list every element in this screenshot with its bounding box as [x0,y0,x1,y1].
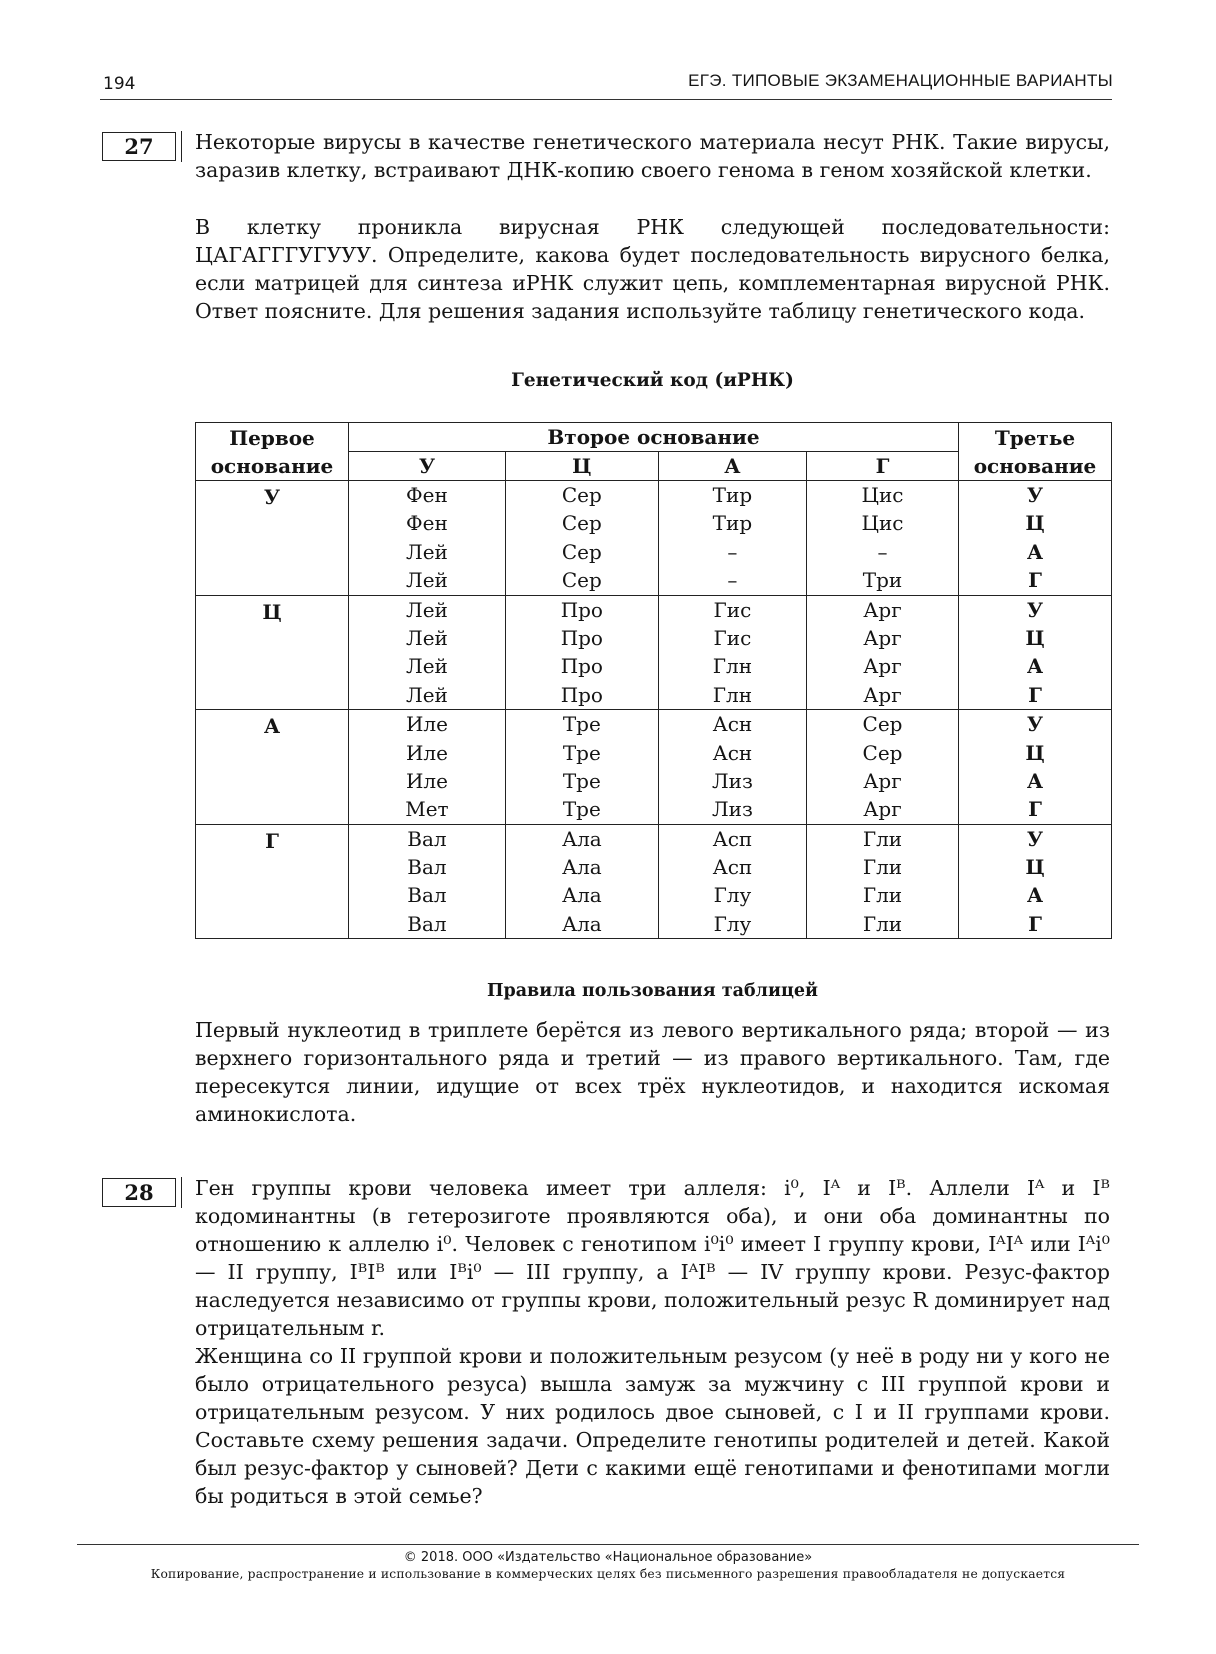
amino-acid-cell: Вал [407,911,447,936]
amino-acid-cell: Тир [712,511,753,536]
amino-acid-column [505,595,658,710]
third-base-cell: А [1026,883,1044,908]
amino-acid-cell: Сер [561,568,602,593]
amino-acid-column [658,710,806,825]
rules-title: Правила пользования таблицей [486,981,819,1001]
running-header-title: ЕГЭ. ТИПОВЫЕ ЭКЗАМЕНАЦИОННЫЕ ВАРИАНТЫ [688,71,1113,90]
amino-acid-cell: Тре [562,768,601,793]
first-base-cell: Ц [196,595,349,710]
amino-acid-cell: Лей [406,568,448,593]
amino-acid-cell: Сер [862,712,903,737]
amino-acid-cell: Асп [712,855,753,880]
amino-acid-cell: – [727,539,738,564]
amino-acid-column [658,824,806,939]
amino-acid-cell: Глн [712,654,753,679]
task-28-paragraph-1: Ген группы крови человека имеет три аллеля: i⁰, Iᴬ и Iᴮ. Аллели Iᴬ и Iᴮ кодоминантны (в гетерозиготе проявляются оба), и они оба доминантны по отношению к аллелю i⁰. Человек с генотипом i⁰i⁰ имеет I группу крови, IᴬIᴬ или Iᴬi⁰ — II группу, IᴮIᴮ или Iᴮi⁰ — III группу, а IᴬIᴮ — IV группу крови. Резус-фактор наследуется независимо от группы крови, положительный резус R доминирует над отрицательным r. [195,1176,1110,1340]
amino-acid-cell: Арг [863,625,902,650]
genetic-code-table-title: Генетический код (иРНК) [511,370,794,391]
second-base-g: Г [807,452,959,481]
amino-acid-column [349,481,506,596]
amino-acid-column [505,481,658,596]
third-base-cell: А [1026,654,1044,679]
third-base-cell: У [1026,826,1044,851]
third-base-cell: А [1026,539,1044,564]
header-third-base: Третье основание [959,423,1112,481]
third-base-column [959,481,1112,596]
third-base-cell: Ц [1025,740,1045,765]
amino-acid-cell: Гли [862,826,903,851]
amino-acid-cell: Сер [561,539,602,564]
third-base-cell: Г [1028,568,1042,593]
third-base-cell: У [1026,483,1044,507]
amino-acid-cell: Сер [561,511,602,536]
amino-acid-cell: Про [560,625,603,650]
amino-acid-column [505,824,658,939]
second-base-a: А [658,452,806,481]
table-row-group-c [196,595,1112,710]
footer-notice: Копирование, распространение и использование в коммерческих целях без письменного разрешения правообладателя не допускается [150,1567,1066,1581]
amino-acid-cell: Глу [713,911,752,936]
third-base-column [959,824,1112,939]
amino-acid-column [349,824,506,939]
amino-acid-cell: Лей [406,539,448,564]
second-base-u: У [349,452,506,481]
amino-acid-cell: Арг [863,682,902,707]
header-first-base: Первое основание [196,423,349,481]
amino-acid-cell: Лей [406,654,448,679]
second-base-c: Ц [505,452,658,481]
table-row-group-g [196,824,1112,939]
footer-divider [77,1544,1139,1545]
header-divider [100,99,1112,100]
amino-acid-cell: – [877,539,888,564]
amino-acid-cell: Глн [712,682,753,707]
amino-acid-cell: Фен [406,483,448,507]
third-base-cell: Ц [1025,511,1045,536]
third-base-cell: Г [1028,797,1042,822]
third-base-cell: Ц [1025,625,1045,650]
third-base-cell: Г [1028,682,1042,707]
amino-acid-cell: Асн [712,712,753,737]
amino-acid-cell: Асп [712,826,753,851]
first-base-cell: У [196,481,349,596]
amino-acid-cell: Арг [863,597,902,622]
task-28-paragraph-2: Женщина со II группой крови и положительным резусом (у неё в роду ни у кого не было отрицательного резуса) вышла замуж за мужчину с III группой крови и отрицательным резусом. У них родилось двое сыновей, с I и II группами крови. Составьте схему решения задачи. Определите генотипы родителей и детей. Какой был резус-фактор у сыновей? Дети с какими ещё генотипами и фенотипами могли бы родиться в этой семье? [195,1344,1110,1508]
header-second-base: Второе основание [349,423,959,452]
third-base-cell: Г [1028,911,1042,936]
table-row-group-a [196,710,1112,825]
amino-acid-cell: Про [560,682,603,707]
third-base-cell: У [1026,712,1044,737]
third-base-cell: Ц [1025,855,1045,880]
amino-acid-cell: Тре [562,797,601,822]
amino-acid-cell: Тир [712,483,753,507]
amino-acid-cell: Сер [862,740,903,765]
amino-acid-cell: Три [862,568,903,593]
amino-acid-cell: Лиз [711,797,753,822]
amino-acid-column [807,481,959,596]
third-base-cell: А [1026,768,1044,793]
amino-acid-cell: Иле [405,768,448,793]
amino-acid-cell: Лиз [711,768,753,793]
amino-acid-cell: Фен [406,511,448,536]
amino-acid-cell: Лей [406,625,448,650]
amino-acid-cell: Арг [863,654,902,679]
amino-acid-column [807,595,959,710]
amino-acid-cell: Вал [407,883,447,908]
amino-acid-column [807,824,959,939]
task-27-number-box: 27 [102,132,176,161]
third-base-cell: У [1026,597,1044,622]
amino-acid-cell: Гли [862,911,903,936]
amino-acid-cell: – [727,568,738,593]
amino-acid-cell: Лей [406,597,448,622]
amino-acid-cell: Лей [406,682,448,707]
amino-acid-cell: Тре [562,740,601,765]
amino-acid-cell: Тре [562,712,601,737]
amino-acid-cell: Арг [863,797,902,822]
amino-acid-cell: Про [560,654,603,679]
third-base-column [959,710,1112,825]
amino-acid-cell: Гли [862,883,903,908]
page-number: 194 [103,74,136,94]
amino-acid-cell: Гис [713,597,752,622]
task-28-number-box: 28 [102,1178,176,1207]
task-27-paragraph-1: Некоторые вирусы в качестве генетического материала несут РНК. Такие вирусы, заразив клетку, встраивают ДНК-копию своего генома в геном хозяйской клетки. [195,130,1110,182]
first-base-cell: А [196,710,349,825]
genetic-code-table [195,422,1112,939]
amino-acid-cell: Вал [407,855,447,880]
amino-acid-cell: Асн [712,740,753,765]
amino-acid-cell: Иле [405,740,448,765]
amino-acid-cell: Гис [713,625,752,650]
rules-text: Первый нуклеотид в триплете берётся из левого вертикального ряда; второй — из верхнего горизонтального ряда и третий — из правого вертикального. Там, где пересекутся линии, идущие от всех трёх нуклеотидов, и находится искомая аминокислота. [195,1018,1110,1126]
table-row-group-u [196,481,1112,596]
amino-acid-cell: Вал [407,826,447,851]
amino-acid-cell: Иле [405,712,448,737]
amino-acid-column [349,710,506,825]
amino-acid-cell: Цис [861,511,904,536]
amino-acid-cell: Ала [561,911,602,936]
amino-acid-cell: Сер [561,483,602,507]
amino-acid-column [658,595,806,710]
amino-acid-column [658,481,806,596]
amino-acid-cell: Ала [561,826,602,851]
amino-acid-cell: Глу [713,883,752,908]
amino-acid-cell: Ала [561,855,602,880]
amino-acid-cell: Ала [561,883,602,908]
amino-acid-cell: Про [560,597,603,622]
amino-acid-cell: Гли [862,855,903,880]
amino-acid-cell: Мет [405,797,449,822]
first-base-cell: Г [196,824,349,939]
amino-acid-column [807,710,959,825]
third-base-column [959,595,1112,710]
task-27-paragraph-2: В клетку проникла вирусная РНК следующей последовательности: ЦАГАГГГУГУУУ. Определите, какова будет последовательность вирусного белка, если матрицей для синтеза иРНК служит цепь, комплементарная вирусной РНК. Ответ поясните. Для решения задания используйте таблицу генетического кода. [195,215,1110,323]
amino-acid-cell: Цис [861,483,904,507]
amino-acid-column [349,595,506,710]
footer-copyright: © 2018. ООО «Издательство «Национальное образование» [403,1550,813,1565]
amino-acid-cell: Арг [863,768,902,793]
amino-acid-column [505,710,658,825]
